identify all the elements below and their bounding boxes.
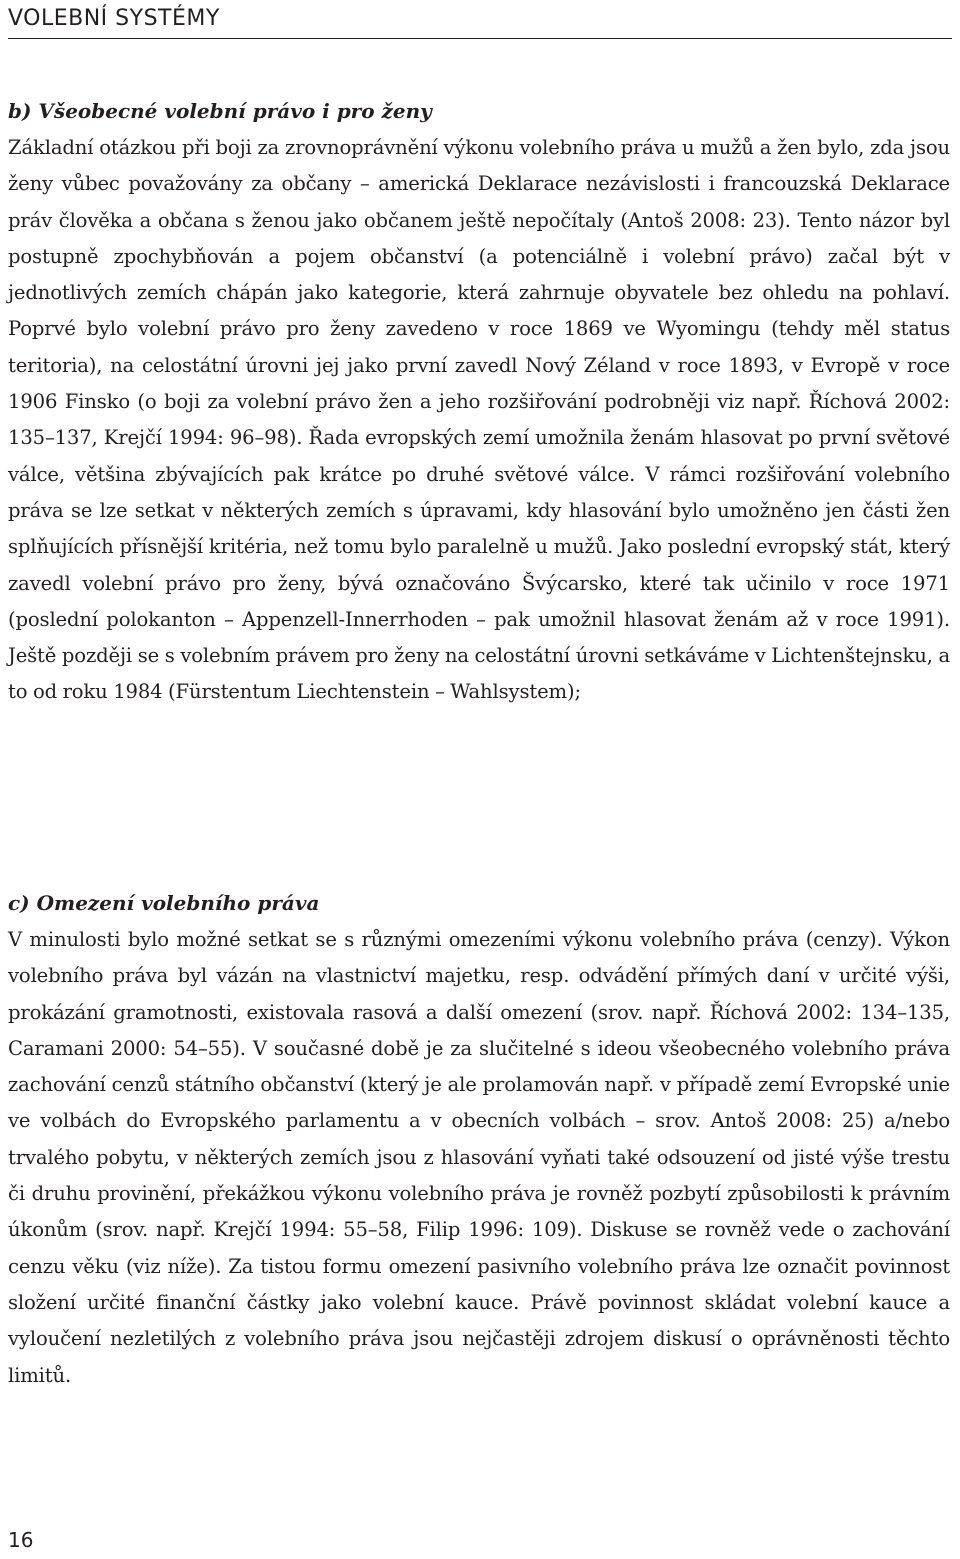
section-body: Základní otázkou při boji za zrovnoprávnění výkonu volebního práva u mužů a žen bylo, zda jsou ženy vůbec považovány za občany – americká Deklarace nezávislosti i francouzská Deklarace práv člověka a občana s ženou jako občanem ještě nepočítaly (Antoš 2008: 23). Tento názor byl postupně zpochybňován a pojem občanství (a potenciálně i volební právo) začal být v jednotlivých zemích chápán jako kategorie, která zahrnuje obyvatele bez ohledu na pohlaví. Poprvé bylo volební právo pro ženy zavedeno v roce 1869 ve Wyomingu (tehdy měl status teritoria), na celostátní úrovni jej jako první zavedl Nový Zéland v roce 1893, v Evropě v roce 1906 Finsko (o boji za volební právo žen a jeho rozšiřování podrobněji viz např. Říchová 2002: 135–137, Krejčí 1994: 96–98). Řada evropských zemí umožnila ženám hlasovat po první světové válce, většina zbývajících pak krátce po druhé světové válce. V rámci rozšiřování volebního práva se lze setkat v některých zemích s úpravami, kdy hlasování bylo umožněno jen části žen splňujících přísnější kritéria, než tomu bylo paralelně u mužů. Jako poslední evropský stát, který zavedl volební právo pro ženy, bývá označováno Švýcarsko, které tak učinilo v roce 1971 (poslední polokanton – Appenzell-Innerrhoden – pak umožnil hlasovat ženám až v roce 1991). Ještě později se s volebním právem pro ženy na celostátní úrovni setkáváme v Lichtenštejnsku, a to od roku 1984 (Fürstentum Liechtenstein – Wahlsystem); xyxy=(8,136,950,704)
section-heading: b) Všeobecné volební právo i pro ženy xyxy=(8,99,432,123)
page-number: 16 xyxy=(8,1528,34,1552)
section-heading: c) Omezení volebního práva xyxy=(8,891,320,915)
section-body: V minulosti bylo možné setkat se s různými omezeními výkonu volebního práva (cenzy). Výkon volebního práva byl vázán na vlastnictví majetku, resp. odvádění přímých daní v určité výši, prokázání gramotnosti, existovala rasová a další omezení (srov. např. Říchová 2002: 134–135, Caramani 2000: 54–55). V současné době je za slučitelné s ideou všeobecného volebního práva zachování cenzů státního občanství (který je ale prolamován např. v případě zemí Evropské unie ve volbách do Evropského parlamentu a v obecních volbách – srov. Antoš 2008: 25) a/nebo trvalého pobytu, v některých zemích jsou z hlasování vyňati také odsouzení od jisté výše trestu či druhu provinění, překážkou výkonu volebního práva je rovněž pozbytí způsobilosti k právním úkonům (srov. např. Krejčí 1994: 55–58, Filip 1996: 109). Diskuse se rovněž vede o zachování cenzu věku (viz níže). Za tistou formu omezení pasivního volebního práva lze označit povinnost složení určité finanční částky jako volební kauce. Právě povinnost skládat volební kauce a vyloučení nezletilých z volebního práva jsou nejčastěji zdrojem diskusí o oprávněnosti těchto limitů. xyxy=(8,928,950,1387)
running-header: VOLEBNÍ SYSTÉMY xyxy=(8,6,220,31)
section-suffrage-restrictions xyxy=(8,884,950,1394)
section-universal-suffrage-women xyxy=(8,92,950,711)
header-rule xyxy=(8,38,952,39)
